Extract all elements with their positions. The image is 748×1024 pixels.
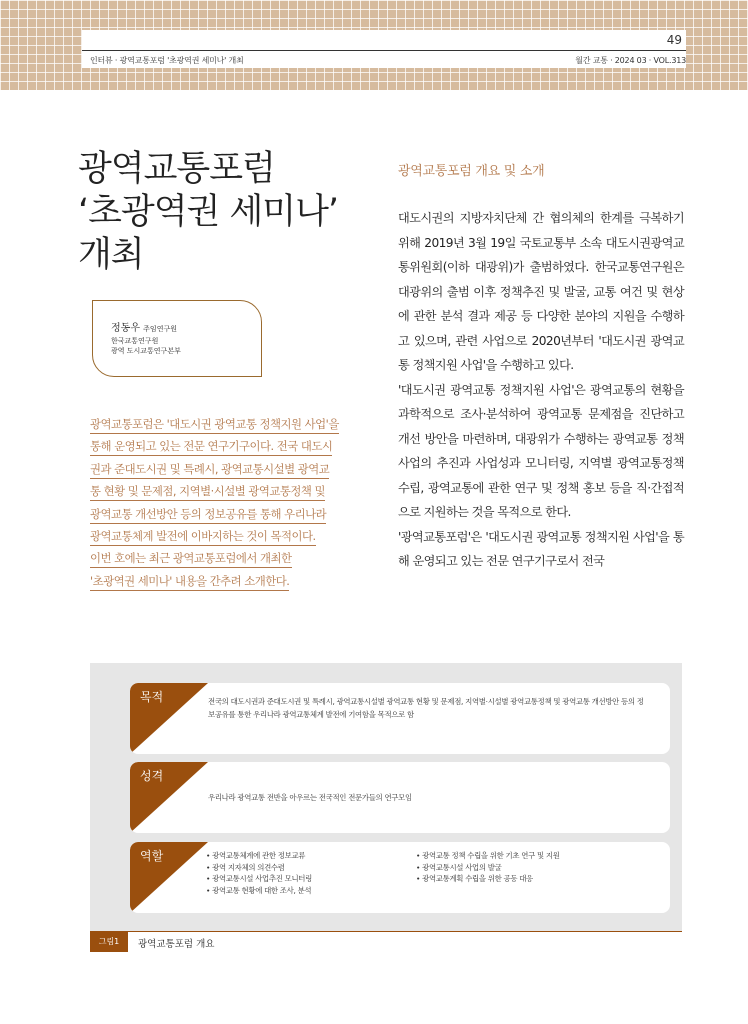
running-header-left: 인터뷰 · 광역교통포럼 '초광역권 세미나' 개최 (90, 56, 244, 65)
purpose-text: 전국의 대도시권과 준대도시권 및 특례시, 광역교통시설별 광역교통 현황 및 문제점, 지역별·시설별 광역교통정책 및 광역교통 개선방안 등의 정보공유를 통한 우리나라 광역교통체계 발전에 기여함을 목적으로 함 (208, 697, 644, 719)
lead-line: '초광역권 세미나' 내용을 간추려 소개한다. (90, 574, 289, 591)
title-line-3: 개최 (78, 235, 144, 275)
list-item: • 광역교통시설 사업의 발굴 (416, 862, 560, 874)
body-paragraph: '광역교통포럼'은 '대도시권 광역교통 정책지원 사업'을 통해 운영되고 있는 전문 연구기구로서 전국 (398, 529, 684, 568)
body-text (398, 206, 684, 574)
figure-caption-tag: 그림1 (90, 932, 128, 952)
lead-line: 광역교통 개선방안 등의 정보공유를 통해 우리나라 (90, 507, 326, 524)
list-item: • 광역교통시설 사업추진 모니터링 (206, 873, 312, 885)
lead-line: 권과 준대도시권 및 특례시, 광역교통시설별 광역교 (90, 462, 329, 479)
body-paragraph: 대도시권의 지방자치단체 간 협의체의 한계를 극복하기 위해 2019년 3월 19일 국토교통부 소속 대도시권광역교통위원회(이하 대광위)가 출범하였다. 한국교통연구원은 대광위의 출범 이후 정책추진 및 발굴, 교통 여건 및 현상에 관한 분석 결과 제공 등 다양한 분야의 지원을 수행하고 있으며, 관련 사업으로 2020년부터 '대도시권 광역교통 정책지원 사업'을 수행하고 있다. (398, 211, 684, 372)
list-item: • 광역교통 정책 수립을 위한 기초 연구 및 지원 (416, 850, 560, 862)
figure-caption: 광역교통포럼 개요 (138, 939, 215, 950)
purpose-label: 목적 (140, 690, 164, 704)
header-rule (82, 50, 686, 51)
nature-text: 우리나라 광역교통 전반을 아우르는 전국적인 전문가들의 연구모임 (208, 793, 412, 802)
lead-line: 이번 호에는 최근 광역교통포럼에서 개최한 (90, 551, 292, 568)
lead-summary (90, 413, 378, 592)
lead-line: 광역교통체계 발전에 이바지하는 것이 목적이다. (90, 529, 316, 546)
article-title (78, 148, 378, 277)
list-item: • 광역 지자체의 의견수렴 (206, 862, 312, 874)
role-card (130, 842, 670, 913)
role-label: 역할 (140, 849, 164, 863)
lead-line: 통 현황 및 문제점, 지역별·시설별 광역교통정책 및 (90, 484, 325, 501)
author-affiliation-2: 광역 도시교통연구본부 (111, 347, 181, 355)
author-affiliation-1: 한국교통연구원 (111, 337, 159, 345)
author-box (92, 300, 262, 377)
list-item: • 광역교통계획 수립을 위한 공동 대응 (416, 873, 560, 885)
purpose-card (130, 683, 670, 754)
role-list-left (206, 850, 312, 896)
title-line-1: 광역교통포럼 (78, 149, 275, 189)
author-role: 주임연구원 (143, 325, 177, 333)
section-heading: 광역교통포럼 개요 및 소개 (398, 164, 545, 179)
running-header-right: 월간 교통 · 2024 03 · VOL.313 (575, 56, 686, 65)
role-list-right (416, 850, 560, 885)
page-number: 49 (666, 33, 682, 47)
lead-line: 통해 운영되고 있는 전문 연구기구이다. 전국 대도시 (90, 439, 332, 456)
title-line-2: ‘초광역권 세미나’ (78, 192, 339, 232)
nature-card (130, 762, 670, 833)
author-name-line (111, 319, 261, 334)
caption-rule (90, 931, 682, 932)
body-paragraph: '대도시권 광역교통 정책지원 사업'은 광역교통의 현황을 과학적으로 조사·분석하여 광역교통 문제점을 진단하고 개선 방안을 마련하며, 대광위가 수행하는 광역교통 정책사업의 추진과 사업성과 모니터링, 지역별 광역교통정책 수립, 광역교통에 관한 연구 및 정책 홍보 등을 직·간접적으로 지원하는 것을 목적으로 한다. (398, 382, 684, 519)
list-item: • 광역교통 현황에 대한 조사, 분석 (206, 885, 312, 897)
nature-label: 성격 (140, 769, 164, 783)
author-name: 정동우 (111, 323, 140, 334)
list-item: • 광역교통체계에 관한 정보교류 (206, 850, 312, 862)
lead-line: 광역교통포럼은 '대도시권 광역교통 정책지원 사업'을 (90, 417, 339, 434)
